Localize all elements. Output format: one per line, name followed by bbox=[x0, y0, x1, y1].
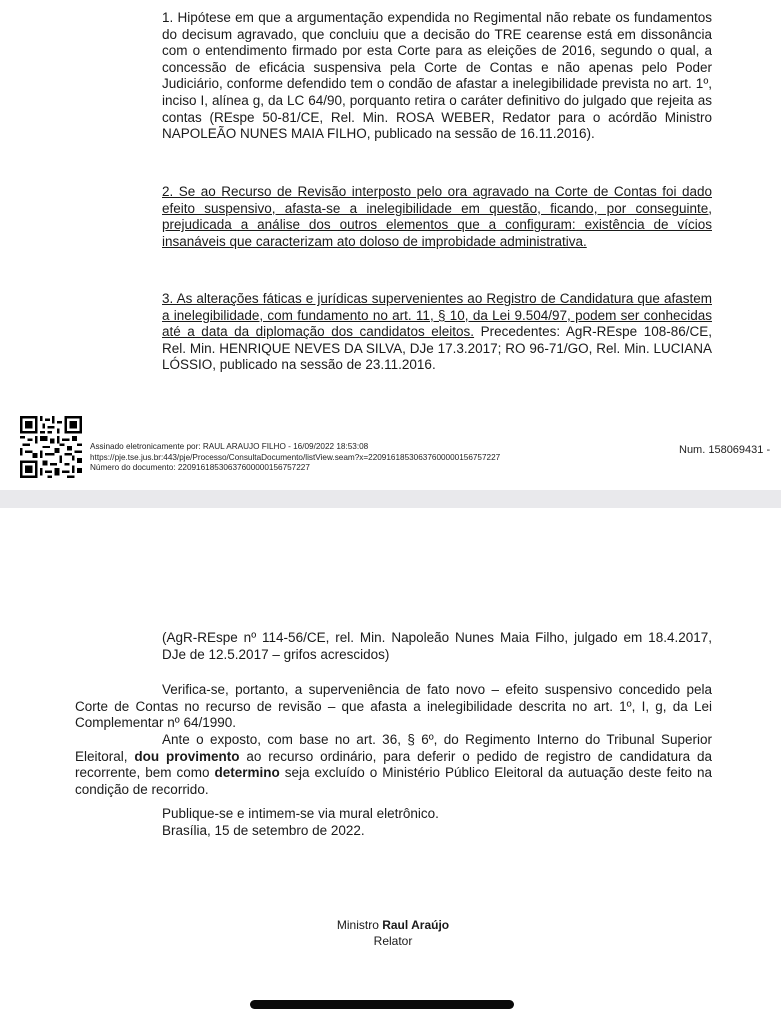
document-num-label: Num. 158069431 - bbox=[679, 444, 771, 456]
qr-code-icon bbox=[20, 416, 82, 478]
citation-text: (AgR-REspe nº 114-56/CE, rel. Min. Napoleão Nunes Maia Filho, julgado em 18.4.2017, DJe de 12.5.2017 – grifos acrescidos) bbox=[162, 630, 712, 662]
paragraph-ante-part-c: ao recurso ordinário, para deferir o pedido de registro de candidatura da recorrente, bem como bbox=[75, 748, 713, 781]
signature-minister-name: Raul Araújo bbox=[382, 918, 450, 932]
document-page-2 bbox=[0, 508, 781, 1024]
ementa-item-3 bbox=[162, 291, 712, 374]
paragraph-verifica: Verifica-se, portanto, a superveniência de fato novo – efeito suspensivo concedido pela Corte de Contas no recurso de revisão – que afasta a inelegibilidade descrita no art. 1º, I, g, da Lei Complementar nº 64/1990. bbox=[75, 682, 712, 731]
signature-role: Relator bbox=[373, 934, 413, 948]
dou-provimento-text: dou provimento bbox=[134, 748, 240, 764]
signature-name bbox=[273, 918, 513, 932]
paragraph-publique: Publique-se e intimem-se via mural eletrônico. bbox=[162, 806, 439, 821]
document-number-text: Número do documento: 22091618530637600000156757227 bbox=[90, 463, 310, 473]
ementa-item-3-rest: Precedentes: AgR-REspe 108-86/CE, Rel. Min. HENRIQUE NEVES DA SILVA, DJe 17.3.2017; RO 96-71/GO, Rel. Min. LUCIANA LÓSSIO, publicado na sessão de 23.11.2016. bbox=[162, 324, 712, 373]
ementa-item-2: 2. Se ao Recurso de Revisão interposto pelo ora agravado na Corte de Contas foi dado efeito suspensivo, afasta-se a inelegibilidade em questão, ficando, por conseguinte, prejudicada a análise dos outros elementos que a configuram: existência de vícios insanáveis que caracterizam ato doloso de improbidade administrativa. bbox=[162, 184, 712, 249]
signature-prefix: Ministro bbox=[336, 918, 383, 932]
signed-by-text: Assinado eletronicamente por: RAUL ARAUJO FILHO - 16/09/2022 18:53:08 bbox=[90, 442, 369, 451]
document-url-link[interactable]: https://pje.tse.jus.br:443/pje/Processo/ConsultaDocumento/listView.seam?x=22091618530637600000156757227 bbox=[90, 452, 501, 462]
document-page-1 bbox=[0, 0, 781, 490]
home-indicator[interactable] bbox=[250, 1000, 514, 1009]
determino-text: determino bbox=[214, 765, 280, 781]
paragraph-ante-o-exposto bbox=[75, 732, 712, 798]
electronic-signature-block bbox=[90, 442, 500, 474]
paragraph-ante-part-a: Ante o exposto, com base no art. 36, § 6º, do Regimento Interno do Tribunal Superior Eleitoral, bbox=[75, 732, 712, 764]
ementa-item-1: 1. Hipótese em que a argumentação expendida no Regimental não rebate os fundamentos do decisum agravado, que concluiu que a decisão do TRE cearense está em dissonância com o entendimento firmado por esta Corte para as eleições de 2016, segundo o qual, a concessão de eficácia suspensiva pela Corte de Contas e não apenas pelo Poder Judiciário, conforme defendido tem o condão de afastar a inelegibilidade prevista no art. 1º, inciso I, alínea g, da LC 64/90, porquanto retira o caráter definitivo do julgado que rejeita as contas (REspe 50-81/CE, Rel. Min. ROSA WEBER, Redator para o acórdão Ministro NAPOLEÃO NUNES MAIA FILHO, publicado na sessão de 16.11.2016). bbox=[162, 10, 712, 142]
ementa-item-3-underlined: 3. As alterações fáticas e jurídicas supervenientes ao Registro de Candidatura que afastem a inelegibilidade, com fundamento no art. 11, § 10, da Lei 9.504/97, podem ser conhecidas até a data da diplomação dos candidatos eleitos. bbox=[162, 291, 712, 340]
place-date-text: Brasília, 15 de setembro de 2022. bbox=[162, 823, 365, 838]
paragraph-ante-part-d: seja excluído o Ministério Público Eleitoral da autuação deste feito na condição de recorrido. bbox=[75, 765, 712, 797]
